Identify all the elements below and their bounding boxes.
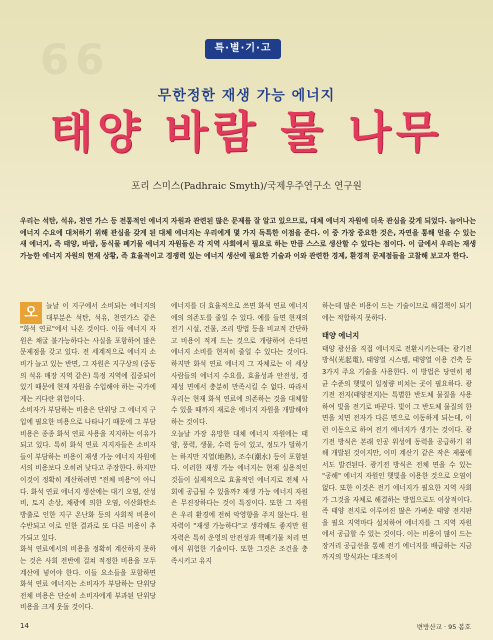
background-watermark: 66 <box>40 35 111 84</box>
article-subtitle: 무한정한 재생 가능 에너지 <box>157 88 336 104</box>
section-heading: 태양 에너지 <box>322 331 360 341</box>
page-number: 14 <box>20 622 29 630</box>
column-2 <box>171 301 308 627</box>
paragraph: 소비자가 부담하는 비용은 단위당 그 에너지 구입에 필요한 비용으로 나타나기 때문에 그 부담 비용은 종종 화석 연료 사용을 지지하는 이유가 되고 있다. 특히 화석 연료 지지자들은 소비자들이 부담하는 비용이 재생 가능 에너지 자원에서의 비용보다 오히려 낮다고 주장한다. 하지만 이것이 정확히 계산하려면 "전체 비용"이 아니다. 화석 연료 에너지 생산에는 대기 오염, 산성비, 토지 손상, 채광에 의한 오염, 이산화탄소 방출로 인한 지구 온난화 등의 사회적 비용이 수반되고 이로 인한 결과로 또 다른 비용이 추가되고 있다. <box>20 406 156 542</box>
paragraph: 에너지를 더 효율적으로 쓰면 화석 연료 에너지에의 의존도를 줄일 수 있다. 예를 들면 현재의 전기 시설, 건물, 조리 방법 등을 비교적 간단하고 비용이 적게 드는 것으로 개량하여 은다면 에너지 소비를 현저히 줄일 수 있다는 것이다. 하지만 화석 연료 에너지 그 자체로는 이 세상 사람들의 에너지 수요를, 효율성과 안전성, 경제성 면에서 충분히 만족시킬 수 없다. 따라서 우리는 현재 화석 연료에 의존하는 것을 대체할 수 있을 때까지 재로운 에너지 자원을 개발해야 하는 것이다. <box>171 302 308 426</box>
magazine-footer: 변방산교 · 95 봄호 <box>416 623 471 631</box>
paragraph: 화석 연료에서의 비용을 정확히 계산하지 못하는 것은 사회 전반에 걸쳐 적정한 비용을 모두 계산에 넣어야 한다. 이들 요소들을 포함하면 화석 연료 에너지는 소비자가 부담하는 단위당 전체 비용은 단순히 소비자에게 부과된 단위당 비용을 크게 웃돌 것이다. <box>20 545 156 612</box>
article-title: 태양 바람 물 나무 <box>49 107 444 158</box>
paragraph: 늘날 이 지구에서 소비되는 에너지의 대부분은 석탄, 석유, 천연가스 같은 "화석 연료"에서 나온 것이다. 이들 에너지 자원은 채굴 불가능하다는 사실을 포함하여 많은 문제점을 갖고 있다. 전 세계적으로 에너지 소비가 늘고 있는 반면, 그 자원은 지구상의 (중동의 석유 매장 지역 같은) 특정 지역에 집중되어 있기 때문에 현재 자원을 수입해야 하는 국가에게는 커다란 위험이다. <box>20 302 156 403</box>
article-lead: 우리는 석탄, 석유, 천연 가스 등 전통적인 에너지 자원과 관련된 많은 문제를 잘 알고 있으므로, 대체 에너지 자원에 더욱 관심을 갖게 되었다. 늘어나는 에너지 수요에 대처하기 위해 관심을 갖게 된 대체 에너지는 우리에게 몇 가지 독특한 이점을 준다. 이 중 가장 중요한 것은, 자연을 통해 얻을 수 있는 새 에너지, 즉 태양, 바람, 동식물 폐기물 에너지 자원들은 각 지역 사회에서 필요로 하는 만큼 스스로 생산할 수 있다는 점이다. 이 글에서 우리는 재생 가능한 에너지 자원의 현재 상황, 즉 효율적이고 경쟁력 있는 에너지 생산에 필요한 기술과 이와 관련한 경제, 환경적 문제점들을 고찰해 보고자 한다. <box>20 217 476 260</box>
feature-tag: 특·별·기·고 <box>205 39 281 59</box>
column-1 <box>20 301 156 627</box>
column-3 <box>322 301 472 627</box>
paragraph: 오늘날 가장 유망한 대체 에너지 자원에는 태양, 풍력, 생물, 수력 등이 있고, 정도가 덜하기는 하지만 지열(地熱), 조수(潮水) 등이 포함된다. 이러한 재생 가능 에너지는 현재 실용적인 것들이 실제적으로 효율적인 에너지로 전체 사회에 공급될 수 있을까? 재생 가능 에너지 자원은 무진장하다는 것이 특징이다. 또한 그 자원은 우리 환경에 전혀 악영향을 주지 않는다. 원자력이 "재생 가능하다"고 생각해도 좋지만 원자력은 특히 운영의 안전성과 핵폐기물 처리 면에서 위험한 기술이다. 또한 그것은 조건을 충족시키고 유지 <box>171 429 308 566</box>
paragraph: 태양 광선을 직접 에너지로 전환시키는데는 광기전 방식(光起電), 태양열 시스템, 태양열 이용 건축 등 3가지 주요 기술을 사용한다. 이 방법은 당연히 평균 수준의 햇빛이 일정량 비치는 곳이 필요하다. 광기전 전지(태양전지)는 특별한 반도체 물질을 사용하여 빛을 전기로 바꾼다. 빛이 그 반도체 물질의 한 면을 치면 전자가 다른 면으로 이동하게 되는데, 이런 이동으로 하여 전기 에너지가 생기는 것이다. 광기전 방식은 본래 인공 위성에 동력을 공급하기 위해 개발된 것이지만, 이미 계산기 같은 작은 제품에서도 발견된다. 광기전 방식은 전체 면을 수 있는 "공해" 에너지 자원인 햇빛을 이용한 것으로 오염이 없다. 또한 이것은 전기 에너지가 필요한 지역 사회가 그것을 자체로 해결하는 방법으로도 이상적이다. 즉 태양 전지로 이루어진 많은 가벼운 태양 전지판을 필요 지역마다 설치하여 에너지를 그 지역 자원에서 공급할 수 있는 것이다. 이는 비용이 많이 드는 장거리 공급선을 통해 전기 에너지를 배급하는 지금까지의 방식과는 대조적이 <box>322 344 472 562</box>
paragraph: 하는데 많은 비용이 드는 기술이므로 해결책이 되기에는 적합하지 못하다. <box>322 302 472 322</box>
drop-cap: 오 <box>20 302 42 324</box>
article-author: 포리 스미스(Padhraic Smyth)/국제우주연구소 연구원 <box>131 181 362 192</box>
